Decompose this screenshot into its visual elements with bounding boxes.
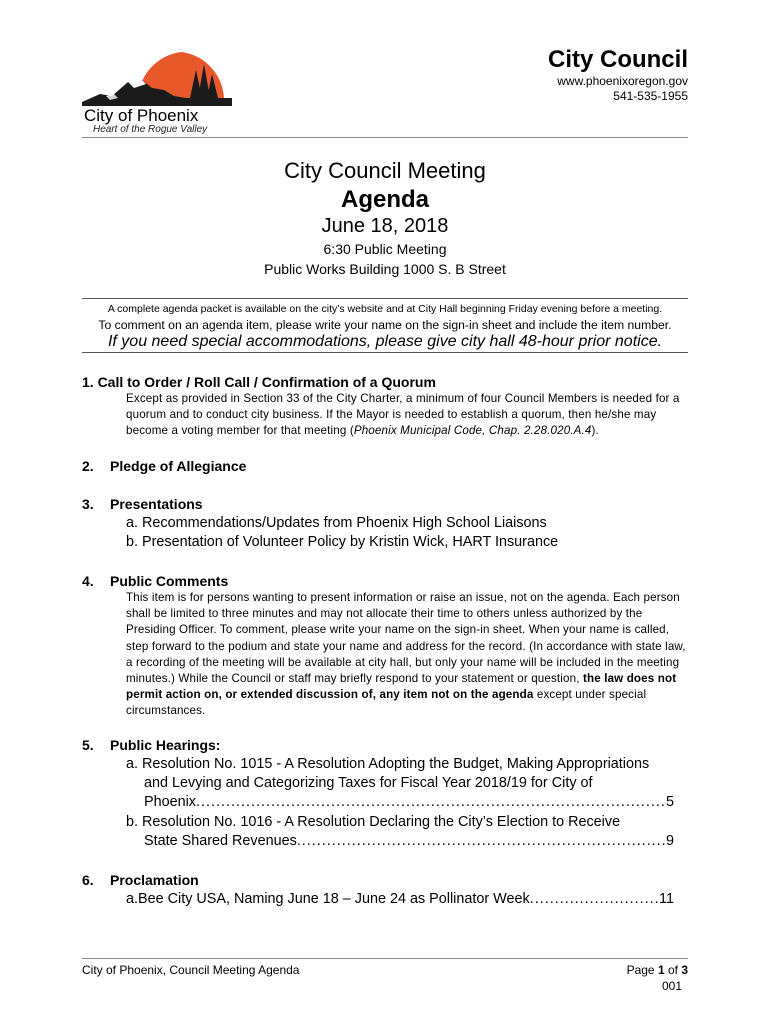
- council-title: City Council: [547, 46, 688, 73]
- meeting-location: Public Works Building 1000 S. B Street: [264, 261, 506, 277]
- meeting-title: City Council Meeting: [284, 158, 486, 183]
- item-4-heading: Public Comments: [110, 573, 229, 589]
- meeting-date: June 18, 2018: [321, 215, 449, 237]
- item-6-heading: Proclamation: [110, 872, 199, 888]
- notice-bottom-divider: [82, 352, 688, 353]
- item-5b-line1: b. Resolution No. 1016 - A Resolution Declaring the City’s Election to Receive: [126, 814, 621, 830]
- footer-doc-title: City of Phoenix, Council Meeting Agenda: [82, 963, 300, 977]
- item-4-number: 4.: [82, 573, 94, 589]
- item-6a: a.Bee City USA, Naming June 18 – June 24 as Pollinator Week ..... 11: [126, 890, 674, 910]
- item-4-text: This item is for persons wanting to present information or raise an issue, not on the agenda. Each person shall be limited to three minutes and may not allocate their time to others unless authorized by the Presiding Officer. To comment, please write your name on the sign-in sheet. When your name is called, step forward to the podium and state your name and address for the record. (In accordance with state law, a recording of the meeting will be available at city hall, but only your name will be included in the meeting minutes.) While the Council or staff may briefly respond to your statement or question, the law does not permit action on, or extended discussion of, any item not on the agenda except under special circumstances.: [126, 591, 686, 718]
- item-5a-line3: Phoenix ..... 5: [144, 793, 674, 813]
- item-5-heading: Public Hearings:: [110, 737, 221, 753]
- item-2-number: 2.: [82, 458, 94, 474]
- footer-doc-code: 001: [661, 979, 682, 993]
- item-3-number: 3.: [82, 496, 94, 512]
- item-5-number: 5.: [82, 737, 94, 753]
- item-5b-page: 9: [665, 833, 674, 849]
- item-3a: a. Recommendations/Updates from Phoenix High School Liaisons: [126, 515, 547, 531]
- city-name: City of Phoenix: [84, 106, 199, 125]
- footer-page-number: Page 1 of 3: [626, 963, 688, 977]
- council-website: www.phoenixoregon.gov: [557, 74, 688, 88]
- item-5a-page: 5: [665, 794, 674, 810]
- council-phone: 541-535-1955: [613, 89, 688, 103]
- item-1-text: Except as provided in Section 33 of the City Charter, a minimum of four Council Members is needed for a quorum and to conduct city business. If the Mayor is needed to establish a quorum, then he/she may become a voting member for that meeting (Phoenix Municipal Code, Chap. 2.28.020.A.4).: [126, 392, 680, 438]
- item-6a-page: 11: [659, 891, 674, 907]
- municipal-code-citation: Phoenix Municipal Code, Chap. 2.28.020.A.4: [353, 424, 592, 438]
- item-1-heading: 1. Call to Order / Roll Call / Confirmation of a Quorum: [82, 374, 436, 390]
- packet-notice: A complete agenda packet is available on the city’s website and at City Hall beginning Friday evening before a meeting.: [107, 303, 663, 315]
- meeting-time: 6:30 Public Meeting: [323, 241, 447, 257]
- notice-top-divider: [82, 298, 688, 299]
- item-5b-line2: State Shared Revenues ..... 9: [144, 832, 674, 852]
- header-divider: [82, 137, 688, 138]
- item-2-heading: Pledge of Allegiance: [110, 458, 247, 474]
- item-5a-line2: and Levying and Categorizing Taxes for Fiscal Year 2018/19 for City of: [144, 775, 593, 791]
- logo-graphic: [82, 52, 232, 106]
- city-logo: [82, 44, 232, 106]
- law-notice: the law does not permit action on, or extended discussion of, any item not on the agenda: [126, 672, 677, 702]
- item-5a-line1: a. Resolution No. 1015 - A Resolution Adopting the Budget, Making Appropriations: [126, 756, 650, 772]
- comment-notice: To comment on an agenda item, please write your name on the sign-in sheet and include the item number.: [98, 318, 672, 332]
- footer-divider: [82, 958, 688, 959]
- city-tagline: Heart of the Rogue Valley: [93, 124, 208, 135]
- item-6-number: 6.: [82, 872, 94, 888]
- item-3b: b. Presentation of Volunteer Policy by Kristin Wick, HART Insurance: [126, 534, 559, 550]
- accommodations-notice: If you need special accommodations, please give city hall 48-hour prior notice.: [107, 333, 663, 350]
- item-3-heading: Presentations: [110, 496, 203, 512]
- agenda-heading: Agenda: [340, 186, 429, 213]
